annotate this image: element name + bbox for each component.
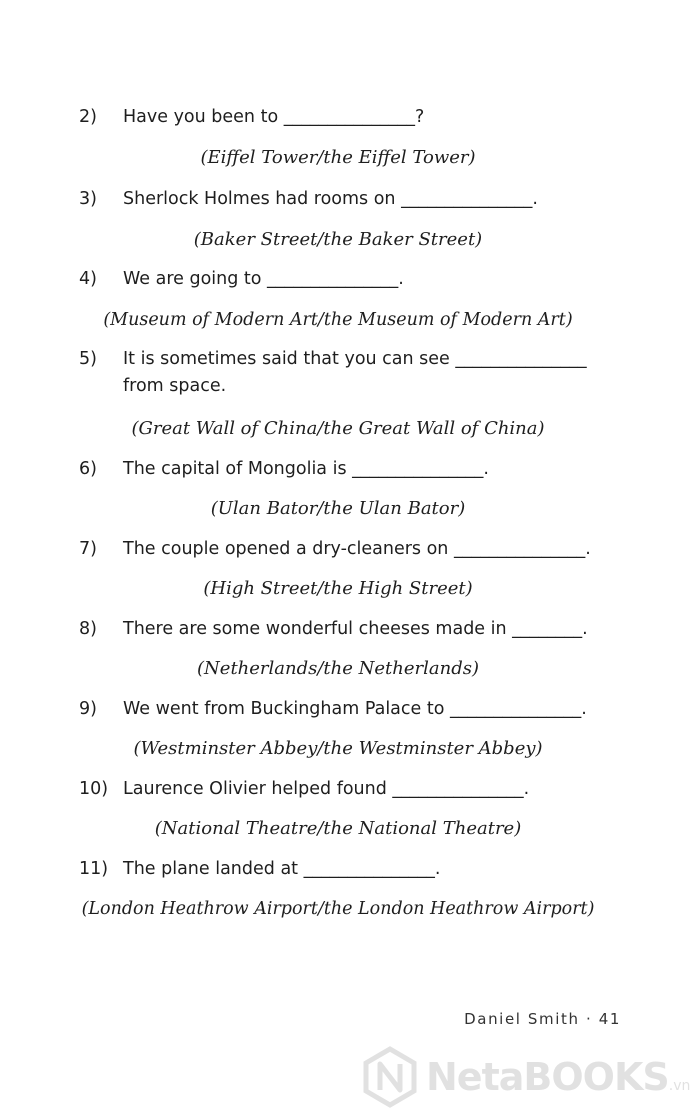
item-number: 2)	[79, 107, 97, 127]
item-hint: (High Street/the High Street)	[203, 578, 473, 599]
item-number: 11)	[79, 859, 109, 879]
page-footer: Daniel Smith · 41	[464, 1010, 621, 1028]
exercise-item-7	[79, 536, 624, 563]
exercise-item-11	[79, 856, 624, 883]
exercise-item-3	[79, 186, 624, 213]
item-sentence: The plane landed at _______________.	[123, 859, 441, 879]
item-number: 9)	[79, 699, 97, 719]
item-hint: (Eiffel Tower/the Eiffel Tower)	[200, 147, 476, 168]
item-sentence: Have you been to _______________?	[123, 107, 425, 127]
watermark-brand: NetaBOOKS	[426, 1055, 669, 1099]
exercise-item-8	[79, 616, 624, 643]
item-hint: (Museum of Modern Art/the Museum of Modern Art)	[103, 310, 573, 330]
item-number: 4)	[79, 269, 97, 289]
exercise-item-2	[79, 104, 624, 131]
item-sentence: Laurence Olivier helped found _______________.	[123, 779, 530, 799]
item-hint: (London Heathrow Airport/the London Heathrow Airport)	[81, 899, 595, 919]
item-sentence: The couple opened a dry-cleaners on _______________.	[123, 539, 591, 559]
watermark-suffix: .vn	[668, 1078, 691, 1094]
item-sentence: There are some wonderful cheeses made in ________.	[123, 619, 588, 639]
item-hint: (Westminster Abbey/the Westminster Abbey)	[133, 738, 543, 759]
item-number: 5)	[79, 349, 97, 369]
exercise-item-10	[79, 776, 624, 803]
hexagon-n-logo-icon	[362, 1046, 418, 1108]
netabooks-watermark	[362, 1042, 692, 1112]
item-number: 8)	[79, 619, 97, 639]
exercise-item-5	[79, 346, 624, 400]
item-hint: (Ulan Bator/the Ulan Bator)	[210, 498, 466, 519]
item-number: 7)	[79, 539, 97, 559]
exercise-item-4	[79, 266, 624, 293]
item-sentence: We are going to _______________.	[123, 269, 404, 289]
exercise-item-6	[79, 456, 624, 483]
item-sentence: It is sometimes said that you can see _______________ from space.	[123, 349, 587, 396]
exercise-item-9	[79, 696, 624, 723]
item-number: 6)	[79, 459, 97, 479]
item-sentence: The capital of Mongolia is _______________.	[123, 459, 489, 479]
item-hint: (Great Wall of China/the Great Wall of China)	[131, 418, 545, 439]
item-hint: (Netherlands/the Netherlands)	[197, 658, 479, 679]
item-hint: (National Theatre/the National Theatre)	[154, 818, 522, 839]
item-number: 3)	[79, 189, 97, 209]
item-hint: (Baker Street/the Baker Street)	[193, 229, 483, 250]
item-number: 10)	[79, 779, 109, 799]
item-sentence: We went from Buckingham Palace to _______________.	[123, 699, 587, 719]
item-sentence: Sherlock Holmes had rooms on _______________.	[123, 189, 538, 209]
